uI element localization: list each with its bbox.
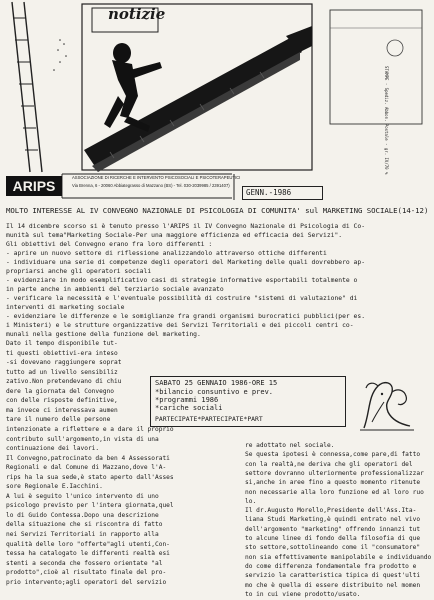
left-column-line: Il Convegno,patrocinato da ben 4 Assessorati xyxy=(6,454,170,462)
left-column-line: tutto ad un livello sensibiliz xyxy=(6,368,118,376)
left-column-line: lo di Guido Contessa.Dopo una descrizione xyxy=(6,511,159,519)
left-column-line: dere la giornata del Convegno xyxy=(6,387,115,395)
right-column-line: sto settore,sottolineando come il "consumatore" xyxy=(245,544,421,552)
logo-wordmark: notizie xyxy=(108,5,166,23)
right-column-line: do come differenza fondamentale fra prodotto e xyxy=(245,562,417,570)
association-name: ASSOCIAZIONE DI RICERCHE E INTERVENTO PSICOSOCIALI E PSICOTERAPEUTICI xyxy=(72,175,241,180)
left-column-line: Dato il tempo disponibile tut- xyxy=(6,340,118,347)
left-column-line: Regionali e dal Comune di Mazzano,dove l'A- xyxy=(6,464,167,472)
intro-line: i Ministeri) e le strutture organizzative dei Servizi Territoriali e dei piccoli centri co- xyxy=(6,322,354,329)
intro-line: Gli obiettivi del Convegno erano fra loro differenti : xyxy=(6,241,213,248)
left-column-line: ti questi obiettivi-era inteso xyxy=(6,349,118,357)
intro-line: - evidenziare le differenze e le somiglianze fra grandi organismi burocratici pubblici(per es. xyxy=(6,313,366,320)
right-column-line: con la realtà,ne deriva che gli operatori del xyxy=(245,460,413,468)
left-column-line: nei Servizi Territoriali in rapporto alla xyxy=(6,531,159,538)
right-column-line: non necessarie alla loro funzione ed al loro ruo xyxy=(245,488,424,496)
right-column-line: si,anche in aree fino a questo momento ritenute xyxy=(245,479,421,487)
intro-line: munali nella gestione della funzione del marketing. xyxy=(6,331,201,338)
right-column-line: non sia effettivamente manipolabile e individuando xyxy=(245,553,432,561)
intro-line: propriarsi anche gli operatori sociali xyxy=(6,268,152,275)
left-column-line: stenti a seconda che fossero orientate "al xyxy=(6,559,163,567)
right-column-line: re adottato nel sociale. xyxy=(245,442,335,449)
left-column-line: continuazione dei lavori. xyxy=(6,445,100,453)
left-column-line: ma invece ci interessava aumen xyxy=(6,406,118,414)
intro-line: in parte anche in ambienti del terziario sociale avanzato xyxy=(6,286,224,293)
right-column-line: Il dr.Augusto Morello,Presidente dell'Ass.Ita- xyxy=(245,507,417,515)
right-column-line: settore dovranno ulteriormente professionalizzar xyxy=(245,469,424,477)
intro-line: - evidenziare in modo esemplificativo casi di strategie informative esportabili totalmente o xyxy=(6,277,358,284)
right-column-line: servizio la caratteristica tipica di quest'ulti xyxy=(245,572,421,580)
notice-item: *programmi 1986 xyxy=(155,396,219,404)
postal-stamp-text: STAMPE - Spediz. Abbon. Postale - gr. IV/70 % xyxy=(384,66,389,175)
left-column-line: intenzionate a riflettere e a dare il proprio xyxy=(6,425,174,433)
right-column-line: Se questa ipotesi è connessa,come pare,di fatto xyxy=(245,451,421,459)
left-column-line: tare il numero delle persone xyxy=(6,416,111,424)
notice-call-to-action: PARTECIPATE*PARTECIPATE*PART xyxy=(155,415,263,423)
intro-line: interventi di marketing sociale xyxy=(6,304,125,311)
left-column-line: A lui è seguito l'unico intervento di uno xyxy=(6,492,159,500)
notice-item: *bilancio consuntivo e prev. xyxy=(155,388,274,396)
association-address: Via Brenna, 6 - 20060 Abbiategrasso di Mazzano (BS) - Tel. 030-2039985 / 2391407) xyxy=(72,183,230,188)
right-column-line: to alcune linee di fondo della filosofia di que xyxy=(245,535,421,542)
right-column-line: lo. xyxy=(245,497,257,505)
notice-item: *cariche sociali xyxy=(155,404,223,412)
right-column-line: mo che è quella di essere distribuito nel momen xyxy=(245,581,421,589)
left-column-line: contributo sull'argomento,in vista di una xyxy=(6,435,159,443)
article-headline: MOLTO INTERESSE AL IV CONVEGNO NAZIONALE DI PSICOLOGIA DI COMUNITA' sul MARKETING SOCIALE(14-12) xyxy=(6,206,429,215)
left-column-line: della situazione che si riscontra di fatto xyxy=(6,521,163,529)
intro-line: - aprire un nuovo settore di riflessione analizzandolo attraverso ottiche differenti xyxy=(6,250,327,257)
notice-date: SABATO 25 GENNAIO 1986-ORE 15 xyxy=(155,379,278,387)
issue-date: GENN.-1986 xyxy=(242,186,323,200)
left-column-line: tessa ha catalogato le differenti realtà esi xyxy=(6,550,170,558)
intro-line: - individuare una serie di competenze degli operatori del Marketing delle quali dovrebbero ap- xyxy=(6,259,366,266)
left-column-line: rips ha la sua sede,è stato aperto dall'Asses xyxy=(6,473,174,481)
right-column-line: liana Studi Marketing,è quindi entrato nel vivo xyxy=(245,516,421,524)
right-column-line: dell'argomento "marketing" offrendo innanzi tut xyxy=(245,525,421,533)
right-column-line: to in cui viene prodotto/usato. xyxy=(245,590,361,598)
intro-line: - verificare la necessità e l'eventuale possibilità di costruire "sistemi di valutazione" di xyxy=(6,295,358,302)
left-column-line: prio intervento;agli operatori del servizio xyxy=(6,578,167,586)
intro-line: Il 14 dicembre scorso si è tenuto presso l'ARIPS il IV Convegno Nazionale di Psicologia di Co- xyxy=(6,223,366,230)
left-column-line: con delle risposte definitive, xyxy=(6,397,118,405)
left-column-line: qualità delle loro "offerte"agli utenti,Con- xyxy=(6,540,170,548)
org-logo: ARIPS xyxy=(6,176,62,196)
left-column-line: sore Regionale E.Iacchini. xyxy=(6,483,103,491)
left-column-line: -si dovevano raggiungere soprat xyxy=(6,359,122,367)
left-column-line: psicologo previsto per l'intera giornata,quel xyxy=(6,502,174,510)
left-column-line: zativo.Non pretendevano di chiu xyxy=(6,378,122,386)
intro-line: munità sul tema"Marketing Sociale-Per una maggiore efficienza ed efficacia dei Servizi". xyxy=(6,232,343,239)
left-column-line: prodotto",cioè al risultato finale del pro- xyxy=(6,569,167,577)
